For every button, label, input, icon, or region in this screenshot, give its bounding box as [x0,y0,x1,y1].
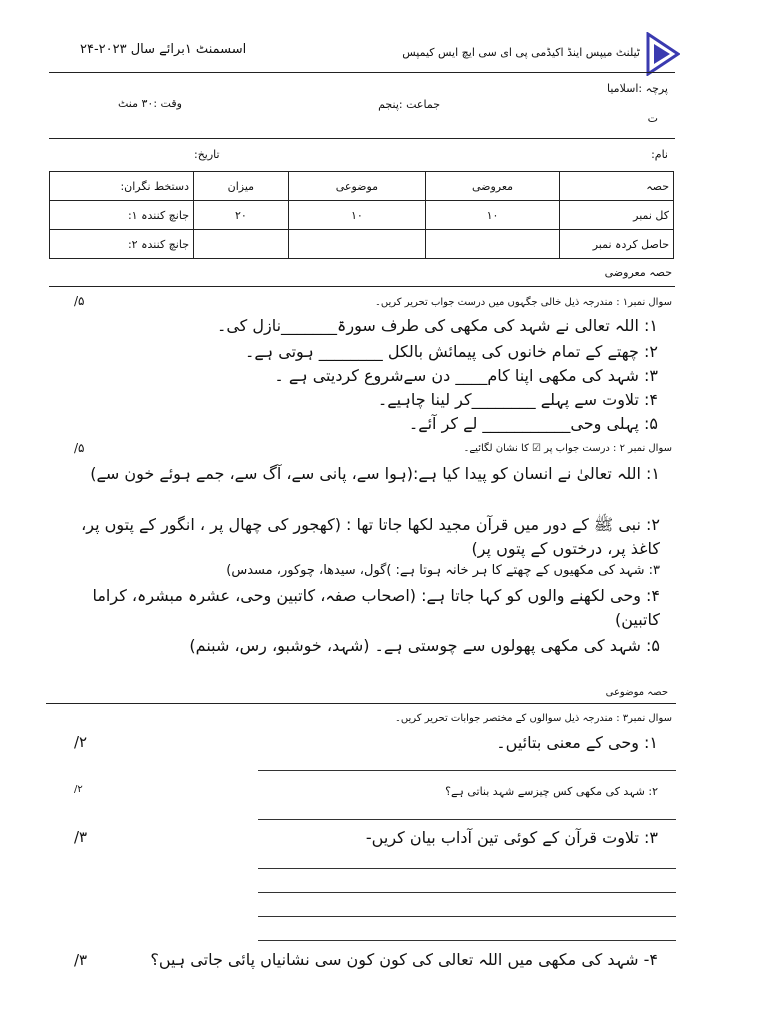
table-cell: جانچ کنندہ ۲: [50,230,194,259]
q3-item-marks: /۲ [74,733,88,751]
section-divider [49,286,675,287]
q1-item: ۴: تلاوت سے پہلے ________کر لینا چاہیے۔ [377,390,658,409]
table-cell: ۲۰ [194,201,289,230]
table-row [50,172,674,201]
school-logo-icon [644,32,680,76]
q1-item: ۱: اللہ تعالی نے شہد کی مکھی کی طرف سورۃ_______نازل کی۔ [216,316,658,335]
answer-line[interactable] [258,940,676,941]
q2-item: ۴: وحی لکھنے والوں کو کہا جاتا ہے: (اصحاب صفہ، کاتبین وحی، عشرہ مبشرہ، کراما کاتبین) [92,586,660,629]
answer-line[interactable] [258,892,676,893]
table-cell [288,230,425,259]
table-cell: جانچ کنندہ ۱: [50,201,194,230]
q3-item: ۱: وحی کے معنی بتائیں۔ [496,733,658,752]
table-cell [426,230,560,259]
q3-item-marks: /۲ [74,784,83,795]
answer-line[interactable] [258,819,676,820]
answer-line[interactable] [258,770,676,771]
subject-label-cont: ت [647,112,658,125]
table-cell: ۱۰ [426,201,560,230]
q1-item: ۲: چھتے کے تمام خانوں کی پیمائش بالکل ________ ہوتی ہے۔ [245,342,658,361]
table-cell: موضوعی [288,172,425,201]
table-cell: کل نمبر [560,201,674,230]
section-divider [46,703,676,704]
q3-item-marks: /۳ [74,828,88,846]
answer-line[interactable] [258,868,676,869]
q1-item: ۳: شہد کی مکھی اپنا کام____ دن سےشروع کردیتی ہے ۔ [274,366,658,385]
table-cell: معروضی [426,172,560,201]
q2-heading: سوال نمبر ۲ : درست جواب پر ☑ کا نشان لگائیے۔ [463,443,672,454]
q1-item: ۵: پہلی وحی___________ لے کر آئے۔ [408,414,658,433]
table-cell: دستخط نگران: [50,172,194,201]
q1-heading: سوال نمبر۱ : مندرجہ ذیل خالی جگہوں میں درست جواب تحریر کریں۔ [375,297,672,308]
q2-item: ۳: شہد کی مکھیوں کے چھتے کا ہر خانہ ہوتا ہے: )گول، سیدھا، چوکور، مسدس) [226,563,660,578]
section-subjective-title: حصہ موضوعی [605,687,668,698]
table-cell [194,230,289,259]
assessment-title: اسسمنٹ ۱برائے سال ۲۰۲۳-۲۴ [80,42,247,57]
info-divider [49,138,675,139]
answer-line[interactable] [258,916,676,917]
header-divider [49,72,675,73]
time-label: وقت :۳۰ منٹ [118,97,182,110]
q2-item: ۵: شہد کی مکھی پھولوں سے چوستی ہے۔ (شہد، خوشبو، رس، شبنم) [189,636,660,655]
subject-label: پرچہ :اسلامیا [607,82,668,95]
q3-heading: سوال نمبر۳ : مندرجہ ذیل سوالوں کے مختصر جوابات تحریر کریں۔ [394,713,672,724]
q3-item-marks: /۳ [74,951,88,969]
school-name: ٹیلنٹ میپس اینڈ اکیڈمی پی ای سی ایچ ایس کیمپس [402,46,640,59]
q3-item: ۴- شہد کی مکھی میں اللہ تعالی کی کون کون سی نشانیاں پائی جاتی ہیں؟ [150,950,658,969]
date-label: تاریخ: [194,148,220,161]
section-objective-title: حصہ معروضی [604,266,672,279]
table-row [50,201,674,230]
table-row [50,230,674,259]
name-label: نام: [651,148,668,161]
q3-item: ۳: تلاوت قرآن کے کوئی تین آداب بیان کریں- [365,828,658,847]
q2-item: ۱: اللہ تعالیٰ نے انسان کو پیدا کیا ہے:(ہوا سے، پانی سے، آگ سے، جمے ہوئے خون سے) [90,464,660,483]
table-cell: میزان [194,172,289,201]
q2-marks: /۵ [74,441,85,455]
q3-item: ۲: شہد کی مکھی کس چیزسے شہد بناتی ہے؟ [445,785,658,798]
table-cell: حصہ [560,172,674,201]
table-cell: حاصل کردہ نمبر [560,230,674,259]
q1-marks: /۵ [74,294,85,308]
table-cell: ۱۰ [288,201,425,230]
marks-table [49,171,674,259]
grade-label: جماعت :پنجم [378,98,440,111]
q2-item: ۲: نبی ﷺ کے دور میں قرآن مجید لکھا جاتا تھا : (کھجور کی چھال پر ، انگور کے پتوں پر، کاغذ پر، درختوں کے پتوں پر) [81,515,660,558]
